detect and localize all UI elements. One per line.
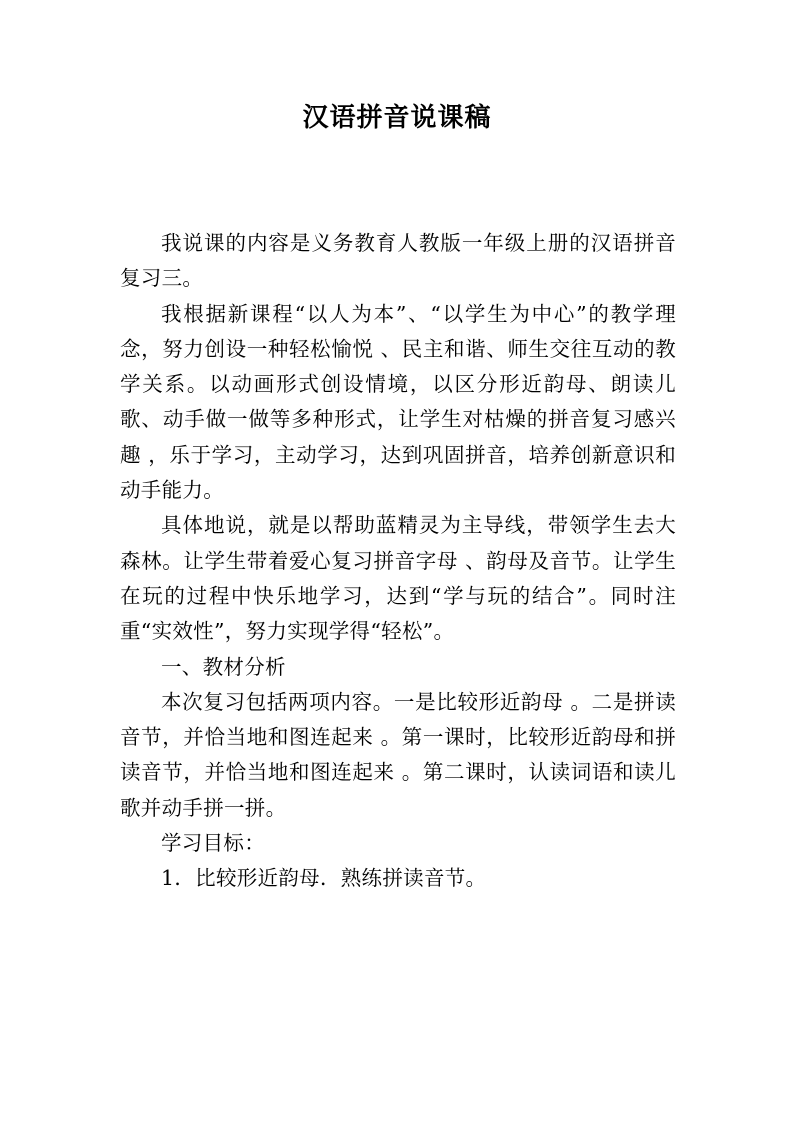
paragraph-intro: 我说课的内容是义务教育人教版一年级上册的汉语拼音复习三。: [120, 231, 676, 291]
learning-goal-item-1: 1．比较形近韵母．熟练拼读音节。: [161, 866, 487, 891]
paragraph-approach: 具体地说，就是以帮助蓝精灵为主导线，带领学生去大森林。让学生带着爱心复习拼音字母 、韵母及音节。让学生在玩的过程中快乐地学习，达到“学与玩的结合”。同时注重“实效性”，努力实现学得“轻松”。: [120, 513, 676, 644]
paragraph-review-content: 本次复习包括两项内容。一是比较形近韵母 。二是拼读音节，并恰当地和图连起来 。第一课时，比较形近韵母和拼读音节，并恰当地和图连起来 。第二课时，认读词语和读儿歌并动手拼一拼。: [120, 689, 676, 820]
document-body: [120, 226, 676, 897]
paragraph-philosophy: 我根据新课程“以人为本”、“以学生为中心”的教学理念，努力创设一种轻松愉悦 、民主和谐、师生交往互动的教学关系。以动画形式创设情境，以区分形近韵母、朗读儿歌、动手做一做等多种形式，让学生对枯燥的拼音复习感兴趣 ，乐于学习，主动学习，达到巩固拼音，培养创新意识和动手能力。: [120, 301, 676, 503]
document-title: 汉语拼音说课稿: [302, 103, 492, 133]
section-heading-material-analysis: 一、教材分析: [161, 654, 286, 679]
learning-goals-heading: 学习目标：: [161, 831, 265, 856]
